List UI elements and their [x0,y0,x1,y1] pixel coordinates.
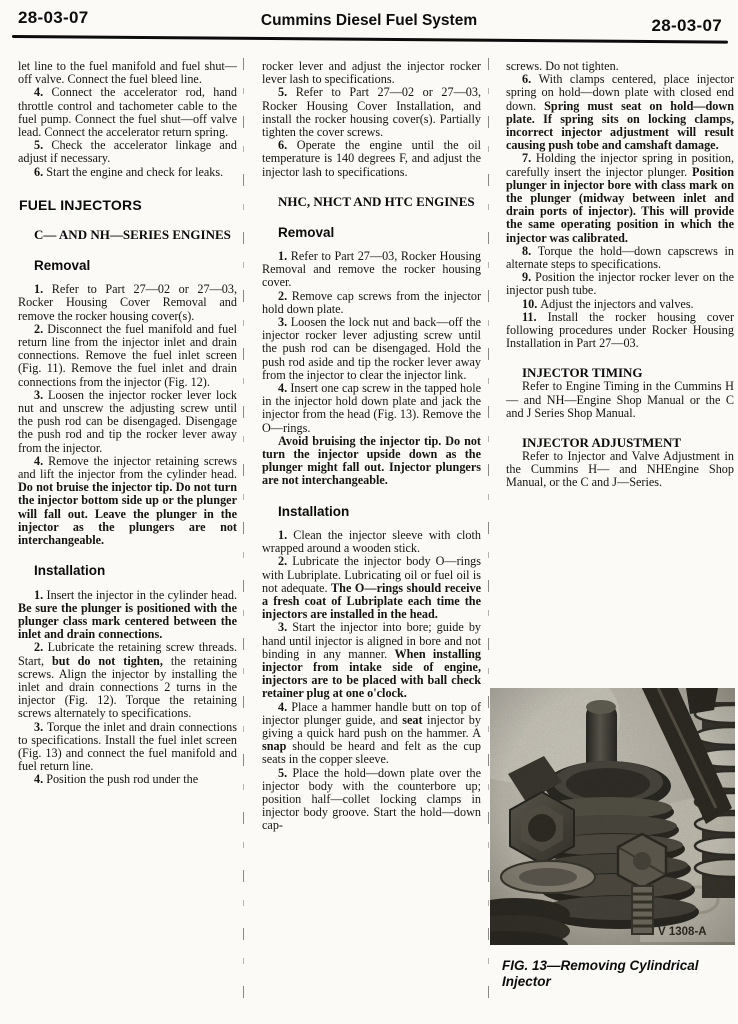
text-run: Connect the accelerator rod, hand throttle control and tachometer cable to the fuel pump. Connect the fuel shut—off valve lead. Connect the accelerator return spring. [18,85,237,140]
bold-run: Be sure the plunger is positioned with the plunger class mark centered between the inlet and drain connections. [18,600,237,642]
text-run: Refer to Injector and Valve Adjustment in the Cummins H— and NHEngine Shop Manual, or the C and J—Series. [506,449,734,490]
subsection-heading: NHC, NHCT AND HTC ENGINES [278,193,475,209]
bold-run: 4. [278,381,291,396]
text-run: Remove the injector retaining screws and lift the injector from the cylinder head. [18,453,237,482]
text-run: the retaining screws. Align the injector by installing the inlet and drain connections 2 turns in the injector (Fig. 12). Torque the retaining screws alternately to specifications. [18,653,237,721]
bold-run: 2. [278,554,293,569]
paragraph [18,641,237,720]
paragraph [262,435,481,488]
paragraph [18,166,237,179]
text-run: screws. Do not tighten. [506,59,619,73]
text-run: Disconnect the fuel manifold and fuel return line from the injector inlet and drain connections. Remove the fuel inlet screen (Fig. 11). Remove the fuel inlet and drain connections from the injector (Fig. 12). [18,321,237,389]
bold-run: but do not tighten, [52,653,163,668]
paragraph [262,250,481,290]
text-run: Refer to Part 27—02 or 27—03, Rocker Housing Cover Installation, and install the rocker housing cover(s). Partially tighten the cover screws. [262,85,481,140]
paragraph [506,450,734,490]
text-run: Loosen the injector rocker lever lock nut and unscrew the adjusting screw until the push rod can be disengaged. Disengage the push rod and tip the rocker lever away from the injector. [18,387,237,455]
paragraph [262,621,481,700]
text-run: Torque the hold—down capscrews in alternate steps to specifications. [506,243,734,272]
bold-run: 4. [278,699,292,714]
bold-run: 6. [34,164,47,179]
text-run: should be heard and felt as the cup seats in the copper sleeve. [262,739,481,767]
text-run: Holding the injector spring in position, carefully insert the injector plunger. [506,151,735,179]
paragraph [506,380,734,420]
paragraph [262,701,481,767]
bold-run: 7. [522,151,536,166]
paragraph [18,283,237,323]
bold-run: 6. [522,72,539,87]
page-title: Cummins Diesel Fuel System [260,12,478,29]
text-run: Lubricate the retaining screw threads. Start, [18,640,238,668]
paragraph [18,323,237,389]
bold-run: Do not bruise the injector tip. Do not turn the injector bottom side up or the plunger will fall out. Leave the plunger in the injector as the plungers are not interchangeable. [18,480,237,548]
text-run: Start the engine and check for leaks. [46,164,224,179]
text-run: Insert the injector in the cylinder head. [46,587,238,602]
paragraph [262,382,481,435]
bold-run: 5. [278,85,296,100]
column-3 [502,59,735,1012]
paragraph [262,555,481,621]
header-rule [12,35,728,44]
text-run: Remove cap screws from the injector hold down plate. [262,288,481,316]
bold-run: The O—rings should receive a fresh coat of Lubriplate each time the injectors are installed in the head. [262,580,481,622]
paragraph [262,139,481,179]
bold-run: When installing injector from intake side of engine, injectors are to be placed with ball check retainer plug at one o'clock. [262,646,481,701]
subsection-heading: INJECTOR TIMING [522,365,643,381]
text-run: injector by giving a quick hard push on the hammer. A [262,712,481,740]
bold-run: 5. [278,765,293,780]
paragraph [262,316,481,382]
bold-run: 3. [34,719,47,734]
text-run: let line to the fuel manifold and fuel shut—off valve. Connect the fuel bleed line. [18,59,237,87]
procedure-heading: Removal [34,258,91,274]
bold-run: Spring must seat on hold—down plate. If spring sits on locking clamps, incorrect injector adjustment will result causing push tobe and camshaft damage. [506,98,734,153]
bold-run: 1. [34,587,47,602]
text-run: Operate the engine until the oil temperature is 140 degrees F, and adjust the injector lash to specifications. [262,138,482,179]
procedure-heading: Installation [278,503,350,519]
text-run: Refer to Part 27—03, Rocker Housing Removal and remove the rocker housing cover. [262,249,481,290]
paragraph [262,290,481,316]
section-heading: FUEL INJECTORS [19,196,142,213]
bold-run: 4. [34,453,49,468]
bold-run: 1. [278,527,294,542]
bold-run: 10. [522,296,541,311]
paragraph [506,152,734,244]
paragraph [506,245,734,271]
bold-run: 4. [34,772,47,787]
bold-run: 8. [522,243,538,258]
column-2 [262,60,481,833]
column-divider [488,58,489,1008]
paragraph [18,589,237,642]
paragraph [262,86,481,139]
bold-run: 9. [522,270,536,285]
column-divider [243,58,244,1008]
bold-run: seat [402,712,423,727]
paragraph [18,389,237,455]
text-run: Loosen the lock nut and back—off the injector rocker lever adjusting screw until the push rod can be disengaged. Hold the push rod aside and tip the rocker lever away from the injector to clear the injector link. [262,315,482,382]
header-right-code: 28-03-07 [651,16,722,35]
text-run: Place the hold—down plate over the injector body with the counterbore up; position half—collet locking clamps in injector body groove. Start the hold—down cap- [262,765,481,833]
column-3-text [506,60,734,490]
procedure-heading: Removal [278,224,335,240]
text-run: Refer to Engine Timing in the Cummins H— and NH—Engine Shop Manual or the C and J Series Shop Manual. [506,379,734,420]
bold-run: 2. [278,288,292,303]
paragraph [18,86,237,139]
text-run: Check the accelerator linkage and adjust if necessary. [18,138,237,166]
paragraph [262,529,481,555]
figure-photo [490,688,735,945]
text-run: Adjust the injectors and valves. [540,296,694,311]
text-run: rocker lever and adjust the injector rocker lever lash to specifications. [262,59,481,87]
paragraph [506,271,734,297]
paragraph [18,721,237,774]
paragraph [18,773,237,786]
text-run: With clamps centered, place injector spring on hold—down plate with closed end down. [506,72,735,113]
bold-run: Avoid bruising the injector tip. Do not turn the injector upside down as the plunger might fall out. Injector plungers are not interchangeable. [262,433,481,488]
bold-run: 5. [34,138,52,153]
bold-run: 11. [522,309,548,324]
text-run: Refer to Part 27—02 or 27—03, Rocker Housing Cover Removal and remove the rocker housing cover(s). [18,282,237,323]
column-1 [18,60,237,787]
bold-run: snap [262,739,287,754]
paragraph-continued [18,60,237,86]
subsection-heading: C— AND NH—SERIES ENGINES [34,227,231,243]
bold-run: 4. [34,85,52,100]
paragraph [18,455,237,547]
bold-run: 2. [34,640,48,655]
procedure-heading: Installation [34,563,106,579]
bold-run: 1. [34,282,52,297]
text-run: Install the rocker housing cover following procedures under Rocker Housing Installation in Part 27—03. [506,309,735,351]
bold-run: Position plunger in injector bore with class mark on the plunger (midway between inlet and drain ports of injector). This will provide the same operating position in which the injector was calibrated. [506,164,734,245]
header-left-code: 28-03-07 [18,8,89,27]
bold-run: 3. [278,620,293,635]
bold-run: 6. [278,138,297,153]
text-run: Insert one cap screw in the tapped hole in the injector hold down plate and jack the injector from the head (Fig. 13). Remove the O—rings. [262,381,481,435]
paragraph [506,73,734,152]
text-run: Position the injector rocker lever on the injector push tube. [506,270,734,298]
paragraph [506,311,734,351]
paragraph-continued [262,60,481,86]
bold-run: 3. [34,387,49,402]
bold-run: 3. [278,315,291,330]
figure-caption: FIG. 13—Removing Cylindrical Injector [502,958,699,989]
bold-run: 2. [34,321,48,336]
paragraph [262,767,481,833]
subsection-heading: INJECTOR ADJUSTMENT [522,435,682,451]
text-run: Start the injector into bore; guide by hand until injector is aligned in bore and not binding in any manner. [262,620,482,661]
figure-13 [490,688,735,990]
text-run: Clean the injector sleeve with cloth wrapped around a wooden stick. [262,527,481,556]
bold-run: 1. [278,249,291,264]
text-run: Lubricate the injector body O—rings with Lubriplate. Lubricating oil or fuel oil is not adequate. [262,554,481,595]
text-run: Torque the inlet and drain connections to specifications. Install the fuel inlet screen (Fig. 13) and connect the fuel manifold and fuel return line. [18,719,237,774]
text-run: Position the push rod under the [46,772,199,787]
paragraph [18,139,237,165]
text-run: Place a hammer handle butt on top of injector plunger guide, and [262,699,482,727]
